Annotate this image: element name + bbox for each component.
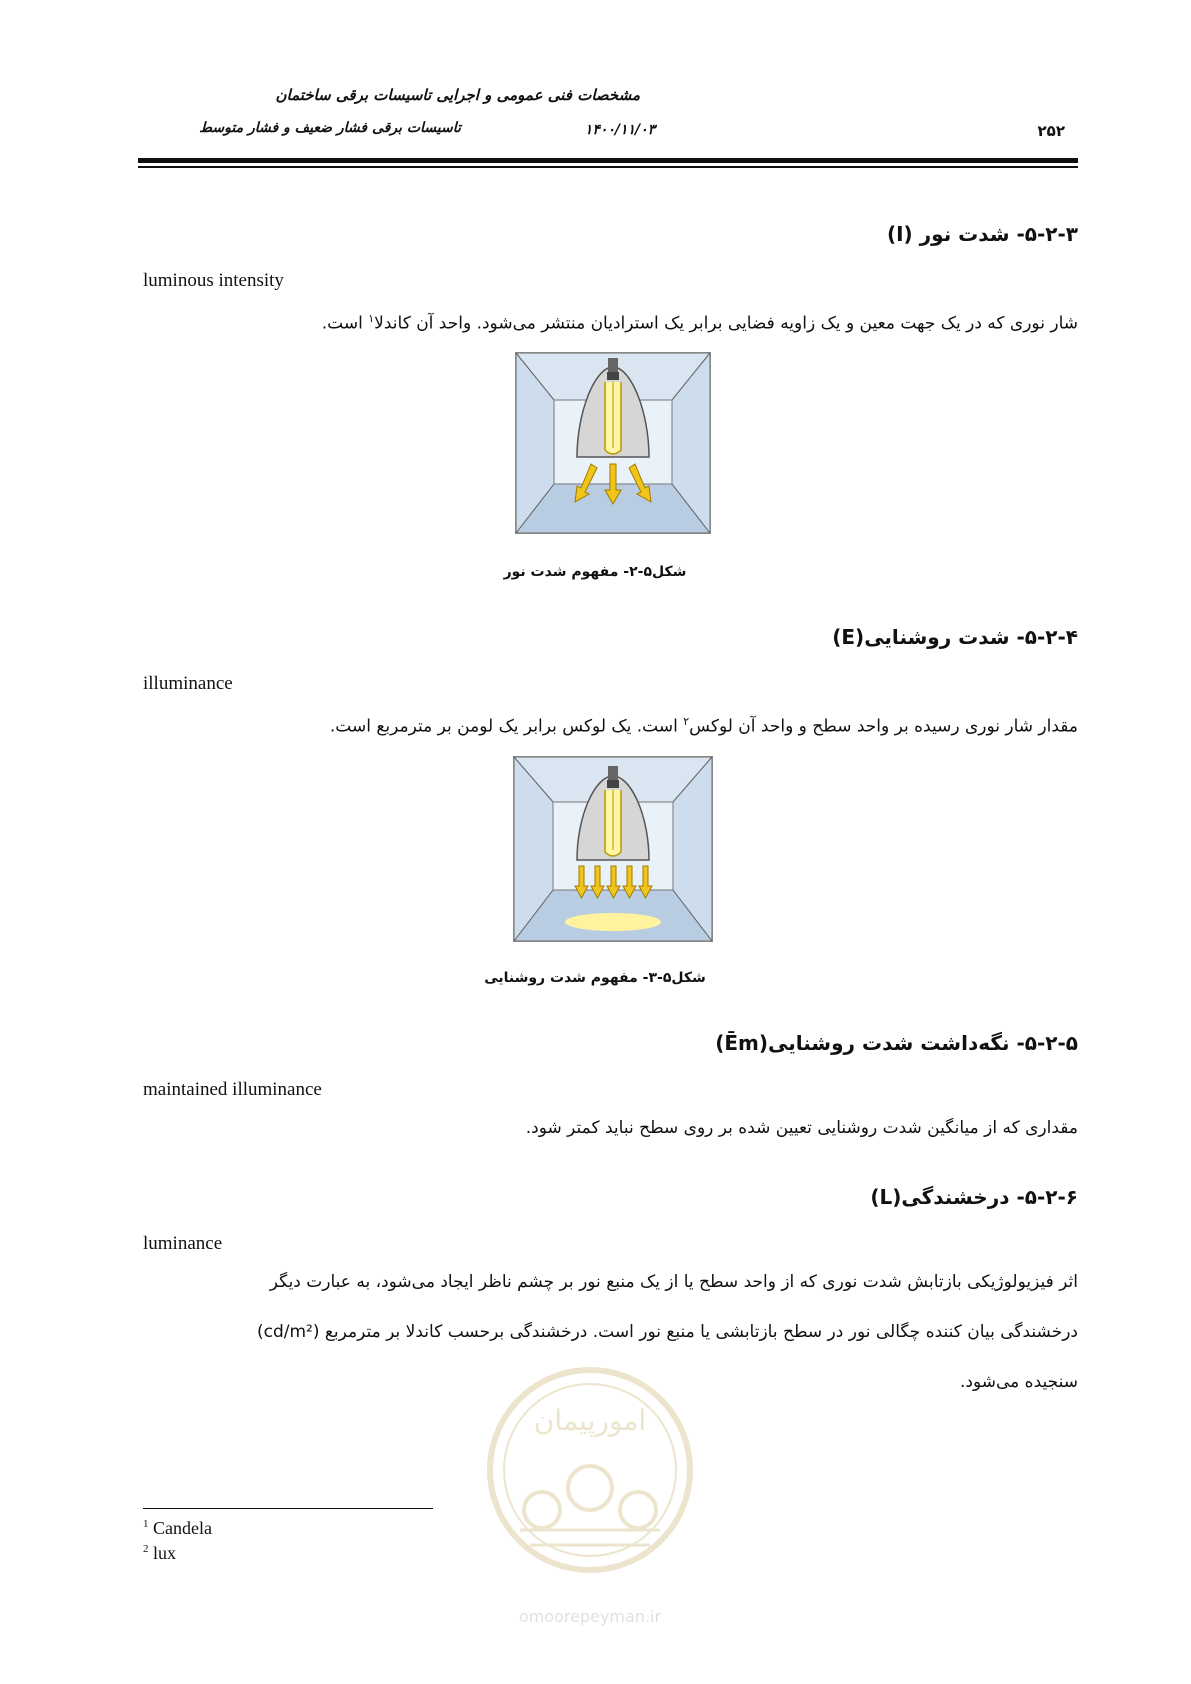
document-title: مشخصات فنی عمومی و اجرایی تاسیسات برقی ساختمان xyxy=(275,86,640,104)
figure-caption-illuminance: شکل۵-۳- مفهوم شدت روشنایی xyxy=(484,970,706,986)
section-heading-maintained-illuminance: ۵-۲-۵- نگه‌داشت شدت روشنایی(Ēm) xyxy=(715,1031,1078,1055)
english-term-luminance: luminance xyxy=(143,1233,223,1254)
paragraph-maintained-illuminance: مقداری که از میانگین شدت روشنایی تعیین شده بر روی سطح نباید کمتر شود. xyxy=(525,1118,1078,1138)
figure-caption-luminous-intensity: شکل۵-۲- مفهوم شدت نور xyxy=(503,564,687,580)
footnote-2: $^2$ lux xyxy=(143,1543,177,1563)
paragraph-luminance-line-2: درخشندگی بیان کننده چگالی نور در سطح بازتابشی یا منبع نور است. درخشندگی برحسب کاندلا بر مترمربع (cd/m²) xyxy=(256,1322,1078,1342)
header-rule-thin xyxy=(138,166,1078,168)
paragraph-illuminance: مقدار شار نوری رسیده بر واحد سطح و واحد آن لوکس$^۲$ است. یک لوکس برابر یک لومن بر مترمربع است. xyxy=(329,715,1078,737)
watermark-logo xyxy=(480,1360,700,1640)
english-term-luminous-intensity: luminous intensity xyxy=(143,270,284,291)
paragraph-luminance-line-1: اثر فیزیولوژیکی بازتابش شدت نوری که از واحد سطح یا از یک منبع نور بر چشم ناظر ایجاد می‌شود، به عبارت دیگر xyxy=(269,1272,1078,1292)
footnote-ref-1: ۱ xyxy=(368,312,375,325)
figure-luminous-intensity xyxy=(515,352,711,534)
section-heading-luminance: ۵-۲-۶- درخشندگی(L) xyxy=(870,1185,1078,1209)
section-heading-luminous-intensity: ۵-۲-۳- شدت نور (I) xyxy=(886,222,1078,246)
paragraph-luminance-line-3: سنجیده می‌شود. xyxy=(960,1372,1078,1392)
figure-illuminance xyxy=(513,756,713,942)
footnote-rule xyxy=(143,1508,433,1509)
watermark-site: omoorepeyman.ir xyxy=(518,1607,662,1626)
header-rule-thick xyxy=(138,158,1078,163)
document-subtitle: تاسیسات برقی فشار ضعیف و فشار متوسط xyxy=(199,120,461,136)
english-term-illuminance: illuminance xyxy=(143,673,233,694)
paragraph-luminous-intensity: شار نوری که در یک جهت معین و یک زاویه فضایی برابر یک استرادیان منتشر می‌شود. واحد آن کاندلا$^۱$ است. xyxy=(321,312,1078,334)
watermark-text: امورپیمان xyxy=(533,1404,647,1437)
document-date: ۱۴۰۰/۱۱/۰۳ xyxy=(584,122,656,138)
footnote-ref-2: ۲ xyxy=(683,715,690,728)
page-number: ۲۵۲ xyxy=(1037,122,1065,140)
section-heading-illuminance: ۵-۲-۴- شدت روشنایی(E) xyxy=(832,625,1078,649)
footnote-1: $^1$ Candela xyxy=(143,1518,212,1538)
english-term-maintained-illuminance: maintained illuminance xyxy=(143,1079,322,1100)
